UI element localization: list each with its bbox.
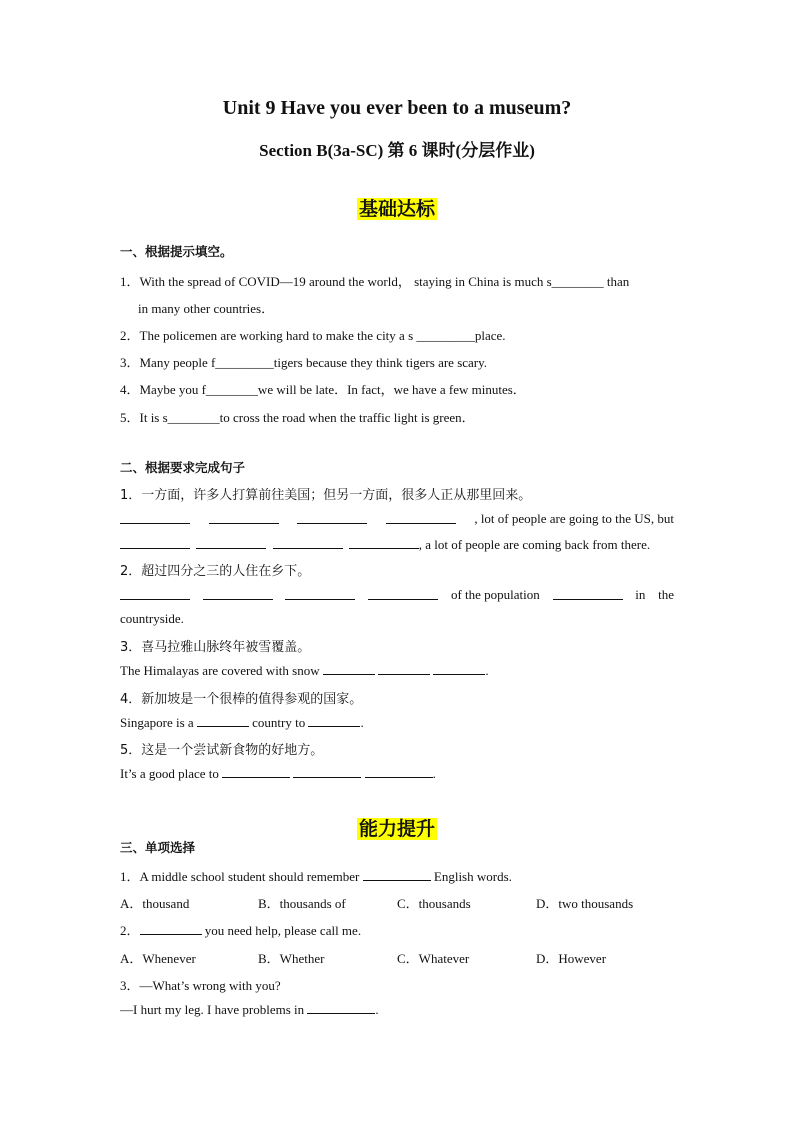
part2-q2-word: the (658, 587, 674, 602)
option-c[interactable]: C．Whatever (397, 951, 470, 966)
answer-blank[interactable] (293, 765, 361, 778)
part1-item-4: 4．Maybe you f________we will be late．In fact，we have a few minutes． (120, 382, 526, 397)
answer-blank[interactable] (120, 587, 190, 600)
part1-item-3: 3．Many people f_________tigers because they think tigers are scary. (120, 355, 488, 370)
part3-q2: 2． you need help, please call me. (120, 923, 362, 938)
answer-blank[interactable] (553, 587, 623, 600)
part2-q3-chinese: 3．喜马拉雅山脉终年被雪覆盖。 (120, 640, 311, 655)
answer-blank[interactable] (308, 714, 360, 727)
part2-q5-chinese: 5．这是一个尝试新食物的好地方。 (120, 743, 324, 758)
answer-blank[interactable] (363, 868, 431, 881)
page-subtitle: Section B(3a-SC) 第 6 课时(分层作业) (259, 141, 535, 160)
answer-blank[interactable] (203, 587, 273, 600)
part2-q1-chinese: 1．一方面，许多人打算前往美国；但另一方面，很多人正从那里回来。 (120, 488, 532, 503)
part1-item-1: 1．With the spread of COVID—19 around the world， staying in China is much s________ than (120, 274, 630, 289)
part2-q1-line2 (120, 536, 650, 553)
part2-q2-chinese: 2．超过四分之三的人住在乡下。 (120, 564, 311, 579)
part3-heading: 三、单项选择 (120, 840, 196, 855)
part2-q2-word: of the population (450, 587, 540, 602)
answer-blank[interactable] (386, 511, 456, 524)
option-a[interactable]: A．Whenever (120, 951, 196, 966)
part2-q4-chinese: 4．新加坡是一个很棒的值得参观的国家。 (120, 692, 363, 707)
option-b[interactable]: B．Whether (258, 951, 325, 966)
part2-q1-line1 (120, 511, 674, 527)
part1-item-2: 2．The policemen are working hard to make the city a s _________place. (120, 328, 506, 343)
answer-blank[interactable] (209, 511, 279, 524)
answer-blank[interactable] (323, 662, 375, 675)
answer-blank[interactable] (120, 536, 190, 549)
part2-q2-line (120, 587, 674, 603)
part1-heading: 一、根据提示填空。 (120, 244, 233, 259)
section-banner-basic: 基础达标 (358, 198, 435, 220)
option-d[interactable]: D．two thousands (536, 896, 634, 911)
part3-q1-options (120, 893, 680, 912)
answer-blank[interactable] (368, 587, 438, 600)
answer-blank[interactable] (196, 536, 266, 549)
answer-blank[interactable] (297, 511, 367, 524)
part2-heading: 二、根据要求完成句子 (120, 460, 246, 475)
part3-q3-answer: —I hurt my leg. I have problems in . (120, 1002, 379, 1017)
answer-blank[interactable] (349, 536, 419, 549)
part3-q3: 3．—What’s wrong with you? (120, 978, 281, 993)
answer-blank[interactable] (197, 714, 249, 727)
answer-blank[interactable] (365, 765, 433, 778)
answer-blank[interactable] (285, 587, 355, 600)
option-a[interactable]: A．thousand (120, 896, 190, 911)
answer-blank[interactable] (273, 536, 343, 549)
part2-q4-line: Singapore is a country to . (120, 715, 364, 730)
part2-q2-cont: countryside. (120, 611, 184, 626)
answer-blank[interactable] (307, 1001, 375, 1014)
answer-blank[interactable] (222, 765, 290, 778)
option-b[interactable]: B．thousands of (258, 896, 346, 911)
part2-q5-line: It’s a good place to . (120, 766, 436, 781)
part2-q3-line: The Himalayas are covered with snow . (120, 663, 489, 678)
answer-blank[interactable] (433, 662, 485, 675)
part2-q1-line1-text: , lot of people are going to the US, but (474, 511, 674, 526)
answer-blank[interactable] (140, 922, 202, 935)
answer-blank[interactable] (378, 662, 430, 675)
section-banner-advanced: 能力提升 (358, 818, 435, 840)
answer-blank[interactable] (120, 511, 190, 524)
part3-q2-options (120, 948, 680, 967)
part1-item-1-cont: in many other countries． (138, 301, 275, 316)
part2-q1-line2-text: , a lot of people are coming back from there. (418, 537, 651, 552)
option-d[interactable]: D．However (536, 951, 607, 966)
page-title: Unit 9 Have you ever been to a museum? (222, 97, 572, 119)
part3-q1: 1．A middle school student should remember English words. (120, 869, 512, 884)
part1-item-5: 5．It is s________to cross the road when the traffic light is green． (120, 410, 475, 425)
part2-q2-word: in (635, 587, 646, 602)
option-c[interactable]: C．thousands (397, 896, 471, 911)
